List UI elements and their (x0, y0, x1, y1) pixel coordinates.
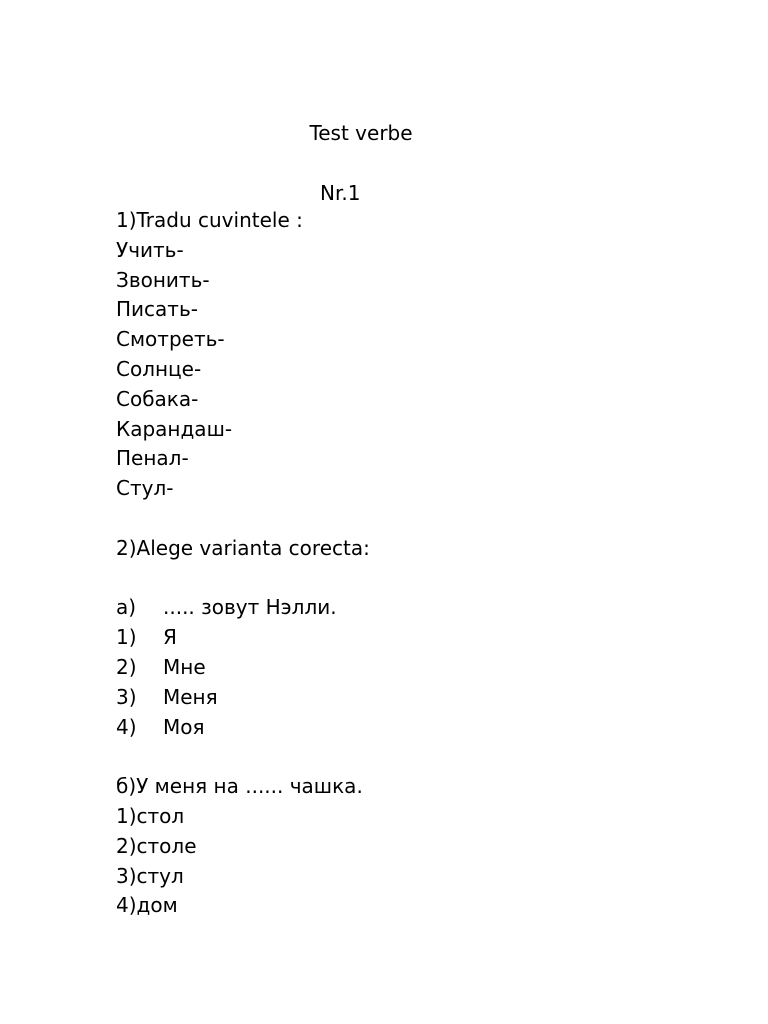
word-item: Писать- (116, 297, 198, 322)
question-2-heading: 2)Alege varianta corecta: (116, 535, 370, 560)
option-number: 4) (116, 714, 137, 739)
option-text: Моя (163, 714, 205, 739)
option-item (116, 713, 716, 743)
option-text: Я (163, 625, 177, 650)
question-1-heading: 1)Tradu cuvintele : (116, 208, 303, 232)
option-number: 1) (116, 625, 137, 650)
word-item: Смотреть- (116, 327, 225, 352)
title-line-2: Nr.1 (320, 181, 361, 205)
option-text: Мне (163, 654, 206, 679)
title-line-1: Test verbe (309, 121, 413, 145)
option-item: 2)столе (116, 833, 197, 858)
prompt-text: ..... зовут Нэлли. (163, 595, 337, 620)
option-number: 3) (116, 684, 137, 709)
document-body (116, 206, 716, 921)
word-item: Стул- (116, 476, 174, 501)
option-text: Меня (163, 684, 218, 709)
word-item: Учить- (116, 237, 184, 262)
word-item: Звонить- (116, 267, 210, 292)
word-item: Собака- (116, 386, 199, 411)
word-item: Солнце- (116, 356, 202, 381)
word-item: Карандаш- (116, 416, 233, 441)
option-item: 1)стол (116, 803, 185, 828)
spacer (116, 742, 716, 772)
question-2b-prompt: б)У меня на ...... чашка. (116, 774, 363, 799)
option-item: 4)дом (116, 893, 178, 918)
word-item: Пенал- (116, 446, 189, 471)
option-number: 2) (116, 654, 137, 679)
spacer (116, 504, 716, 534)
question-2a-prompt (116, 593, 716, 623)
option-item (116, 653, 716, 683)
option-item (116, 623, 716, 653)
option-item: 3)стул (116, 863, 184, 888)
option-label: a) (116, 595, 137, 620)
spacer (116, 564, 716, 594)
option-item (116, 683, 716, 713)
